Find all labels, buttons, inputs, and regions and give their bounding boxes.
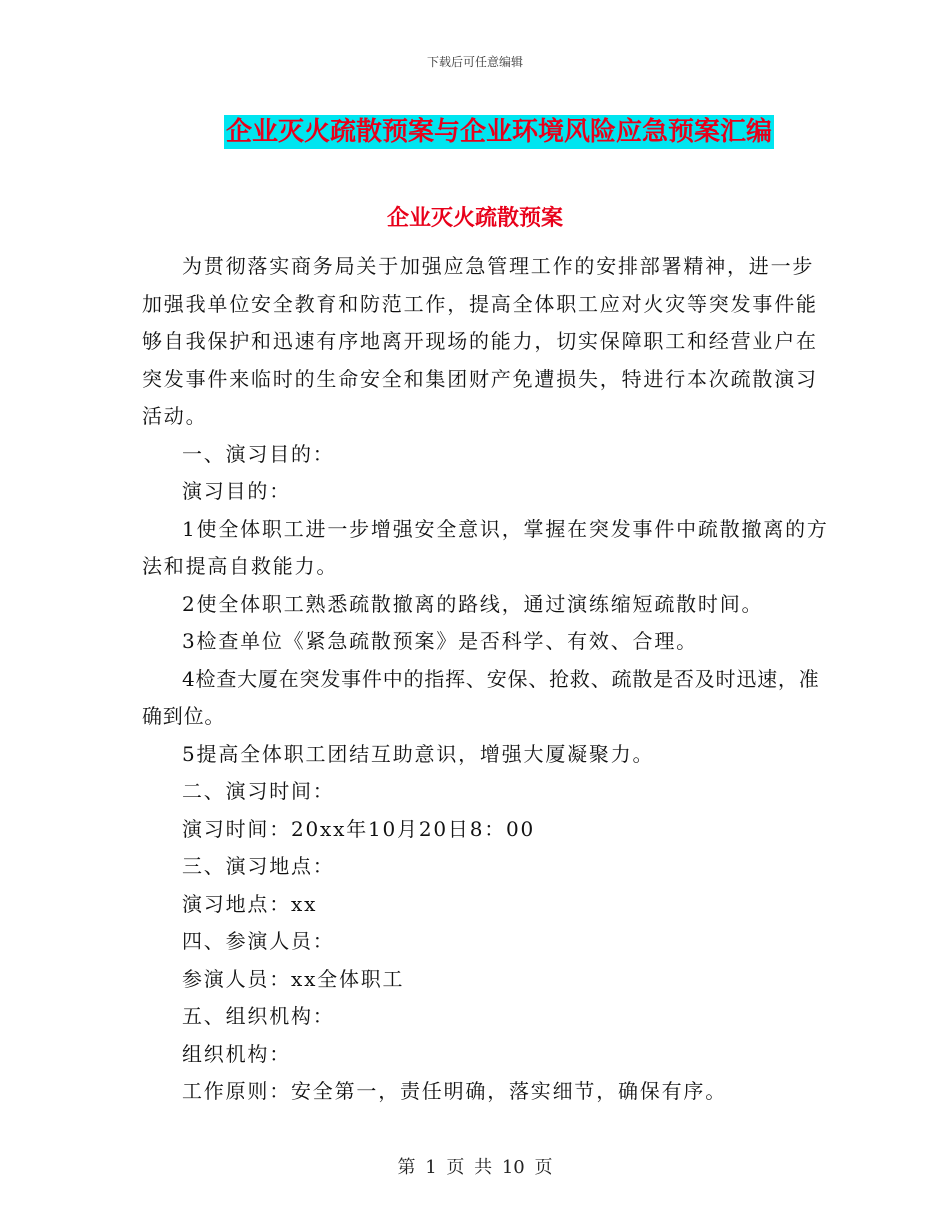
list-item-purpose-4: 4检查大厦在突发事件中的指挥、安保、抢救、疏散是否及时迅速，准确到位。 — [142, 666, 820, 728]
section-title: 企业灭火疏散预案 — [386, 205, 563, 231]
list-item-purpose-2: 2使全体职工熟悉疏散撤离的路线，通过演练缩短疏散时间。 — [182, 591, 764, 616]
page-footer: 第 1 页 共 10 页 — [397, 1157, 553, 1178]
document-title — [0, 111, 950, 148]
paragraph-organization-label: 组织机构： — [182, 1041, 291, 1066]
document-body — [142, 248, 832, 1111]
list-item-purpose-3: 3检查单位《紧急疏散预案》是否科学、有效、合理。 — [182, 629, 698, 653]
heading-drill-purpose: 一、演习目的： — [182, 441, 335, 466]
paragraph-participants: 参演人员：xx全体职工 — [182, 966, 405, 991]
paragraph-drill-purpose-label: 演习目的： — [182, 479, 291, 503]
page-header-note: 下载后可任意编辑 — [426, 55, 523, 69]
heading-drill-location: 三、演习地点： — [182, 854, 335, 878]
list-item-purpose-1: 1使全体职工进一步增强安全意识，掌握在突发事件中疏散撤离的方法和提高自救能力。 — [142, 516, 829, 578]
heading-organization: 五、组织机构： — [182, 1004, 335, 1028]
paragraph-drill-time: 演习时间：20xx年10月20日8：00 — [182, 816, 536, 841]
paragraph-work-principle: 工作原则：安全第一，责任明确，落实细节，确保有序。 — [182, 1079, 727, 1103]
list-item-purpose-5: 5提高全体职工团结互助意识，增强大厦凝聚力。 — [182, 741, 655, 766]
heading-participants: 四、参演人员： — [182, 929, 335, 953]
paragraph-intro: 为贯彻落实商务局关于加强应急管理工作的安排部署精神，进一步加强我单位安全教育和防范工作，提高全体职工应对火灾等突发事件能够自我保护和迅速有序地离开现场的能力，切实保障职工和经营业户在突发事件来临时的生命安全和集团财产免遭损失，特进行本次疏散演习活动。 — [142, 254, 818, 428]
document-title-text: 企业灭火疏散预案与企业环境风险应急预案汇编 — [225, 117, 772, 147]
heading-drill-time: 二、演习时间： — [182, 779, 335, 803]
paragraph-drill-location: 演习地点：xx — [182, 891, 318, 916]
